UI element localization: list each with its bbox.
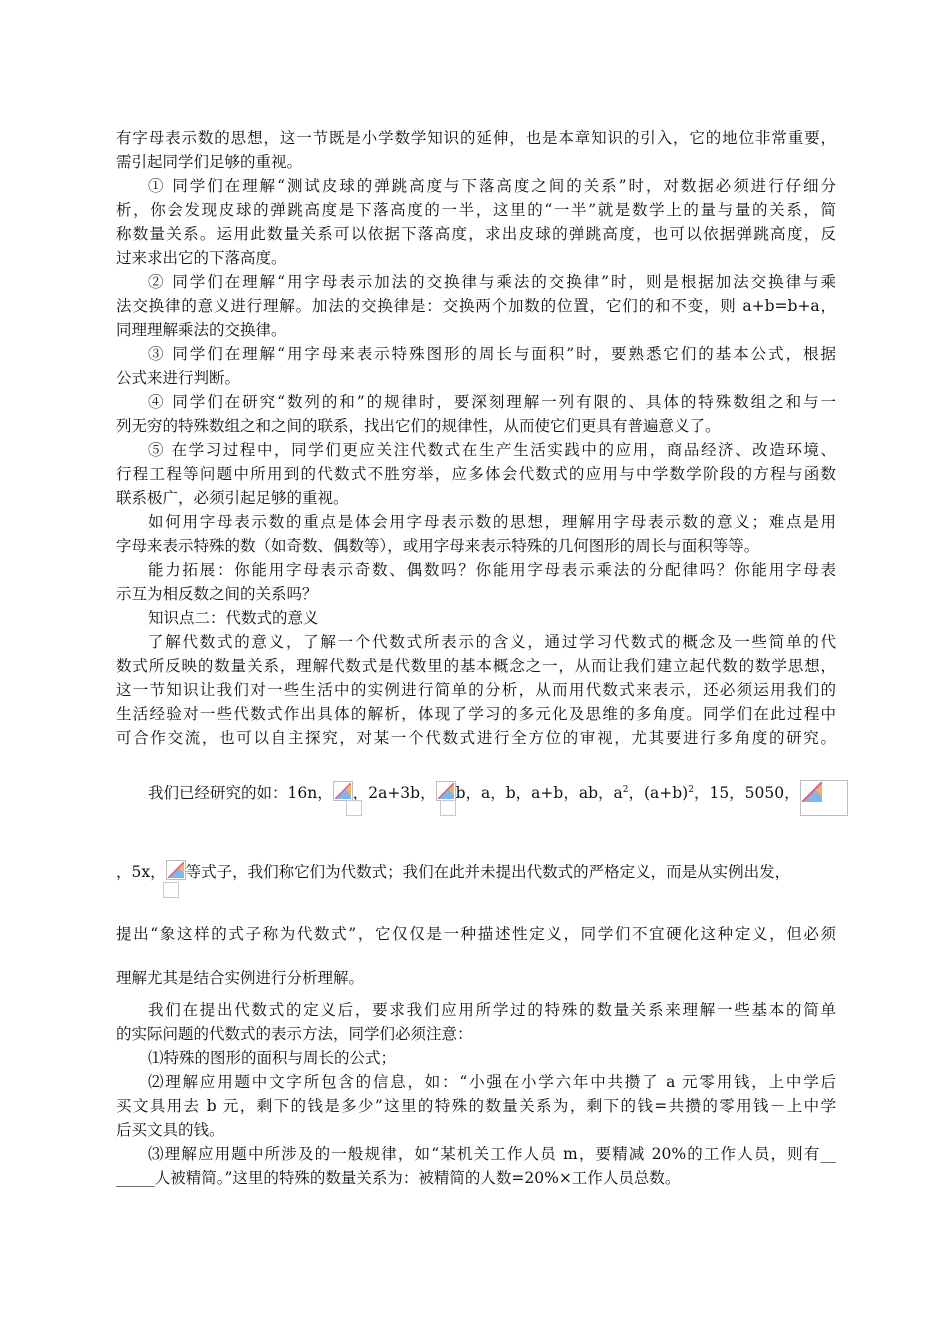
superscript: 2: [688, 785, 694, 795]
image-frame: [346, 800, 362, 816]
examples-text: ，2a+3b，: [352, 784, 436, 803]
paragraph-line: 示互为相反数之间的关系吗？: [116, 585, 318, 603]
paragraph-line: 的实际问题的代数式的表示方法，同学们必须注意：: [116, 1025, 473, 1043]
continuation-text: 等式子，我们称它们为代数式；我们在此并未提出代数式的严格定义，而是从实例出发，: [185, 863, 791, 881]
paragraph-line: 可合作交流，也可以自主探究，对某一个代数式进行全方位的审视，尤其要进行多角度的研究。: [116, 729, 836, 747]
examples-text: 我们已经研究的如：16n，: [148, 784, 333, 803]
image-frame: [163, 882, 179, 898]
paragraph-line: 买文具用去 b 元，剩下的钱是多少”这里的特殊的数量关系为，剩下的钱=共攒的零用钱－上中学: [116, 1097, 836, 1115]
paragraph-line: 生活经验对一些代数式作出具体的解析，体现了学习的多元化及思维的多角度。同学们在此过程中: [116, 705, 836, 723]
paragraph-line: 过来求出它的下落高度。: [116, 249, 287, 267]
list-item: ⑵理解应用题中文字所包含的信息，如：“小强在小学六年中共攒了 a 元零用钱，上中学后: [148, 1073, 836, 1091]
paragraph-line: 列无穷的特殊数组之和之间的联系，找出它们的规律性，从而使它们更具有普遍意义了。: [116, 417, 721, 435]
examples-text: ，(a+b): [628, 784, 689, 803]
paragraph-line: 析，你会发现皮球的弹跳高度是下落高度的一半，这里的“一半”就是数学上的量与量的关系，简: [116, 201, 836, 219]
paragraph-line: 字母来表示特殊的数（如奇数、偶数等），或用字母来表示特殊的几何图形的周长与面积等等。: [116, 537, 760, 555]
paragraph-line: ⑤ 在学习过程中，同学们更应关注代数式在生产生活实践中的应用，商品经济、改造环境、: [148, 441, 836, 459]
paragraph-line: 数式所反映的数量关系，理解代数式是代数里的基本概念之一，从而让我们建立起代数的数学思想，: [116, 657, 836, 675]
broken-image-icon: [436, 781, 456, 801]
paragraph-line: ④ 同学们在研究“数列的和”的规律时，要深刻理解一列有限的、具体的特殊数组之和与一: [148, 393, 836, 411]
section-heading: 知识点二：代数式的意义: [148, 609, 319, 627]
list-item: ⑴特殊的图形的面积与周长的公式；: [148, 1049, 397, 1067]
paragraph-line: 理解尤其是结合实例进行分析理解。: [116, 969, 365, 987]
list-item: ⑶理解应用题中所涉及的一般规律，如“某机关工作人员 m，要精减 20%的工作人员，则有__: [148, 1145, 836, 1163]
paragraph-line: 能力拓展：你能用字母表示奇数、偶数吗？你能用字母表示乘法的分配律吗？你能用字母表: [148, 561, 836, 579]
paragraph-line: 法交换律的意义进行理解。加法的交换律是：交换两个加数的位置，它们的和不变，则 a+b=b+a，: [116, 297, 836, 315]
paragraph-line: 了解代数式的意义，了解一个代数式所表示的含义，通过学习代数式的概念及一些简单的代: [148, 633, 836, 651]
broken-image-icon: [800, 780, 848, 816]
paragraph-line: 我们在提出代数式的定义后，要求我们应用所学过的特殊的数量关系来理解一些基本的简单: [148, 1001, 836, 1019]
paragraph-line: 如何用字母表示数的重点是体会用字母表示数的思想，理解用字母表示数的意义；难点是用: [148, 513, 836, 531]
paragraph-line: 联系极广，必须引起足够的重视。: [116, 489, 349, 507]
paragraph-line: 有字母表示数的思想，这一节既是小学数学知识的延伸，也是本章知识的引入，它的地位非常重要，: [116, 129, 836, 147]
paragraph-line: ② 同学们在理解“用字母表示加法的交换律与乘法的交换律”时，则是根据加法交换律与乘: [148, 273, 836, 291]
paragraph-line: 提出“象这样的式子称为代数式”，它仅仅是一种描述性定义，同学们不宜硬化这种定义，但必须: [116, 925, 836, 943]
paragraph-line: 公式来进行判断。: [116, 369, 241, 387]
paragraph-line: ③ 同学们在理解“用字母来表示特殊图形的周长与面积”时，要熟悉它们的基本公式，根据: [148, 345, 836, 363]
broken-image-icon: [333, 781, 353, 801]
paragraph-line: 这一节知识让我们对一些生活中的实例进行简单的分析，从而用代数式来表示，还必须运用我们的: [116, 681, 836, 699]
continuation-text: ，5x，: [116, 863, 166, 881]
paragraph-line: _____人被精简。”这里的特殊的数量关系为：被精简的人数=20%×工作人员总数。: [116, 1169, 681, 1187]
paragraph-line: 同理理解乘法的交换律。: [116, 321, 287, 339]
paragraph-line: 后买文具的钱。: [116, 1121, 225, 1139]
continuation-line: [116, 860, 836, 884]
superscript: 2: [622, 785, 629, 795]
paragraph-line: 称数量关系。运用此数量关系可以依据下落高度，求出皮球的弹跳高度，也可以依据弹跳高度，反: [116, 225, 836, 243]
paragraph-line: 需引起同学们足够的重视。: [116, 153, 303, 171]
paragraph-line: ① 同学们在理解“测试皮球的弹跳高度与下落高度之间的关系”时，对数据必须进行仔细分: [148, 177, 836, 195]
broken-image-icon: [166, 860, 186, 880]
examples-line: [148, 778, 838, 816]
image-frame: [440, 800, 456, 816]
examples-text: ，15，5050，: [693, 784, 800, 803]
examples-text: b，a，b，a+b，ab，a: [455, 784, 623, 803]
paragraph-line: 行程工程等问题中所用到的代数式不胜穷举，应多体会代数式的应用与中学数学阶段的方程与函数: [116, 465, 836, 483]
